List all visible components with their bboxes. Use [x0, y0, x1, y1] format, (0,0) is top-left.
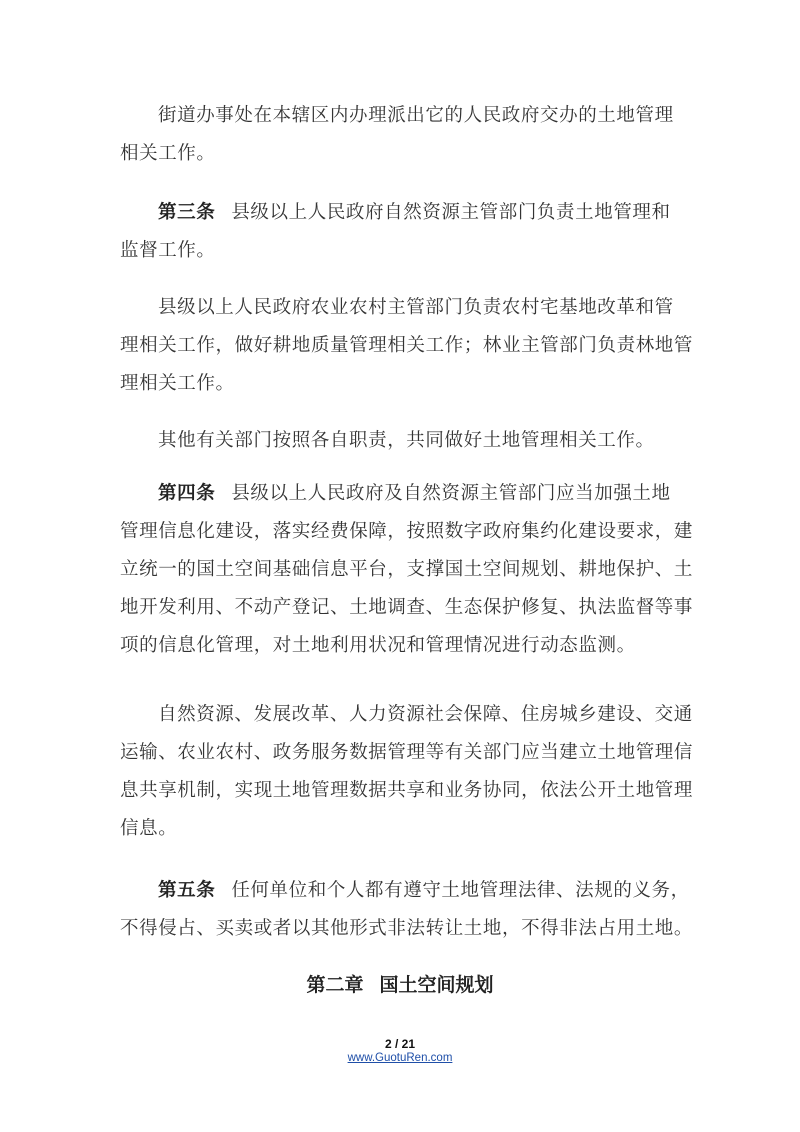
text-line: 县级以上人民政府及自然资源主管部门应当加强土地 — [231, 483, 671, 504]
article-5 — [120, 872, 694, 948]
article-4 — [120, 475, 694, 665]
article-heading: 第三条 — [158, 202, 216, 223]
text-line: 息共享机制，实现土地管理数据共享和业务协同，依法公开土地管理 — [120, 780, 694, 801]
chapter-number: 第二章 — [306, 974, 364, 996]
page-number: 2 / 21 — [384, 1037, 416, 1051]
paragraph-other-depts — [120, 422, 680, 460]
text-line: 立统一的国土空间基础信息平台，支撑国土空间规划、耕地保护、土 — [120, 559, 694, 580]
article-heading: 第五条 — [158, 880, 216, 901]
text-line: 自然资源、发展改革、人力资源社会保障、住房城乡建设、交通 — [158, 704, 693, 725]
article-3 — [120, 194, 680, 270]
text-line: 项的信息化管理，对土地利用状况和管理情况进行动态监测。 — [120, 635, 636, 656]
article-heading: 第四条 — [158, 483, 216, 504]
text-line: 相关工作。 — [120, 143, 216, 164]
text-line: 管理信息化建设，落实经费保障，按照数字政府集约化建设要求，建 — [120, 521, 694, 542]
text-line: 其他有关部门按照各自职责，共同做好土地管理相关工作。 — [158, 430, 655, 451]
chapter-title: 国土空间规划 — [379, 974, 494, 996]
text-line: 信息。 — [120, 818, 178, 839]
page-footer — [0, 1037, 800, 1066]
text-line: 理相关工作，做好耕地质量管理相关工作；林业主管部门负责林地管 — [120, 335, 694, 356]
text-line: 任何单位和个人都有遵守土地管理法律、法规的义务， — [231, 880, 690, 901]
paragraph-street-office — [120, 97, 680, 173]
text-line: 理相关工作。 — [120, 373, 235, 394]
paragraph-agriculture-dept — [120, 289, 694, 403]
text-line: 县级以上人民政府自然资源主管部门负责土地管理和 — [231, 202, 671, 223]
website-link[interactable]: www.GuotuRen.com — [347, 1052, 453, 1064]
text-line: 地开发利用、不动产登记、土地调查、生态保护修复、执法监督等事 — [120, 597, 694, 618]
paragraph-info-sharing — [120, 696, 694, 848]
text-line: 运输、农业农村、政务服务数据管理等有关部门应当建立土地管理信 — [120, 742, 694, 763]
text-line: 监督工作。 — [120, 240, 216, 261]
chapter-heading — [0, 970, 800, 997]
text-line: 街道办事处在本辖区内办理派出它的人民政府交办的土地管理 — [158, 105, 674, 126]
text-line: 不得侵占、买卖或者以其他形式非法转让土地，不得非法占用土地。 — [120, 918, 694, 939]
text-line: 县级以上人民政府农业农村主管部门负责农村宅基地改革和管 — [158, 297, 674, 318]
